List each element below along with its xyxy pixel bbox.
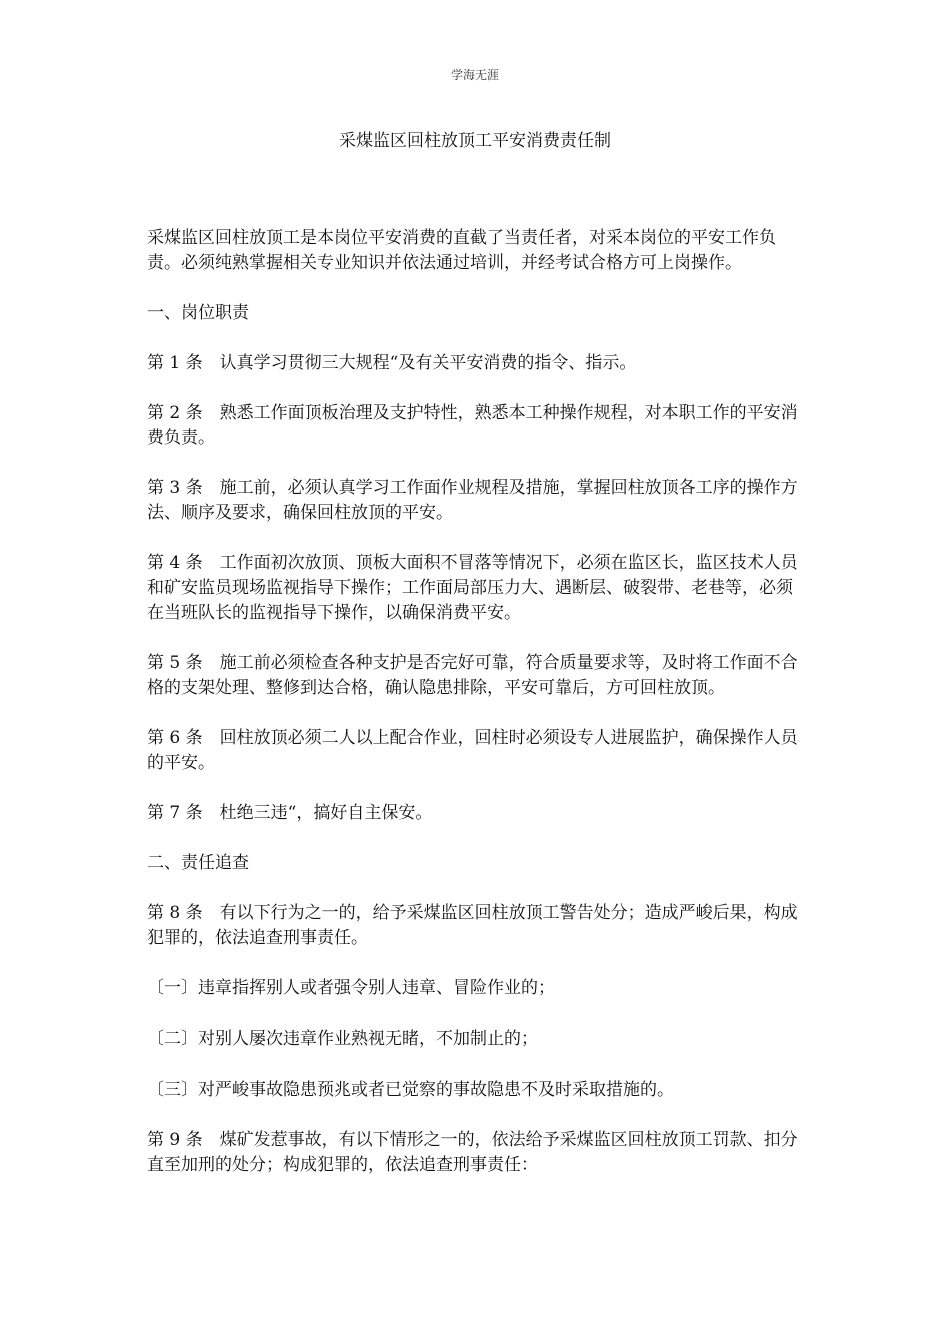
article-1: 第 1 条 认真学习贯彻三大规程“及有关平安消费的指令、指示。 bbox=[147, 353, 637, 373]
document-body bbox=[147, 226, 802, 1203]
section-heading-duties: 一、岗位职责 bbox=[147, 303, 249, 323]
article-2: 第 2 条 熟悉工作面顶板治理及支护特性，熟悉本工种操作规程，对本职工作的平安消费负责。 bbox=[147, 403, 798, 448]
article-8: 第 8 条 有以下行为之一的，给予采煤监区回柱放顶工警告处分；造成严峻后果，构成犯罪的，依法追查刑事责任。 bbox=[147, 903, 798, 948]
clause-2: 〔二〕对别人屡次违章作业熟视无睹，不加制止的； bbox=[147, 1029, 538, 1049]
section-heading-accountability: 二、责任追查 bbox=[147, 853, 249, 873]
article-7: 第 7 条 杜绝三违“，搞好自主保安。 bbox=[147, 803, 433, 823]
article-9: 第 9 条 煤矿发惹事故，有以下情形之一的，依法给予采煤监区回柱放顶工罚款、扣分直至加刑的处分；构成犯罪的，依法追查刑事责任： bbox=[147, 1130, 798, 1175]
article-5: 第 5 条 施工前必须检查各种支护是否完好可靠，符合质量要求等，及时将工作面不合格的支架处理、整修到达合格，确认隐患排除，平安可靠后，方可回柱放顶。 bbox=[147, 653, 798, 698]
article-4: 第 4 条 工作面初次放顶、顶板大面积不冒落等情况下，必须在监区长，监区技术人员和矿安监员现场监视指导下操作；工作面局部压力大、遇断层、破裂带、老巷等，必须在当班队长的监视指导下操作，以确保消费平安。 bbox=[147, 553, 798, 623]
document-title: 采煤监区回柱放顶工平安消费责任制 bbox=[339, 131, 611, 151]
clause-1: 〔一〕违章指挥别人或者强令别人违章、冒险作业的； bbox=[147, 978, 555, 998]
clause-3: 〔三〕对严峻事故隐患预兆或者已觉察的事故隐患不及时采取措施的。 bbox=[147, 1080, 674, 1100]
intro-paragraph: 采煤监区回柱放顶工是本岗位平安消费的直截了当责任者，对采本岗位的平安工作负责。必须纯熟掌握相关专业知识并依法通过培训，并经考试合格方可上岗操作。 bbox=[147, 228, 776, 273]
article-3: 第 3 条 施工前，必须认真学习工作面作业规程及措施，掌握回柱放顶各工序的操作方法、顺序及要求，确保回柱放顶的平安。 bbox=[147, 478, 798, 523]
page-header: 学海无涯 bbox=[450, 68, 499, 82]
article-6: 第 6 条 回柱放顶必须二人以上配合作业，回柱时必须设专人进展监护，确保操作人员的平安。 bbox=[147, 728, 798, 773]
